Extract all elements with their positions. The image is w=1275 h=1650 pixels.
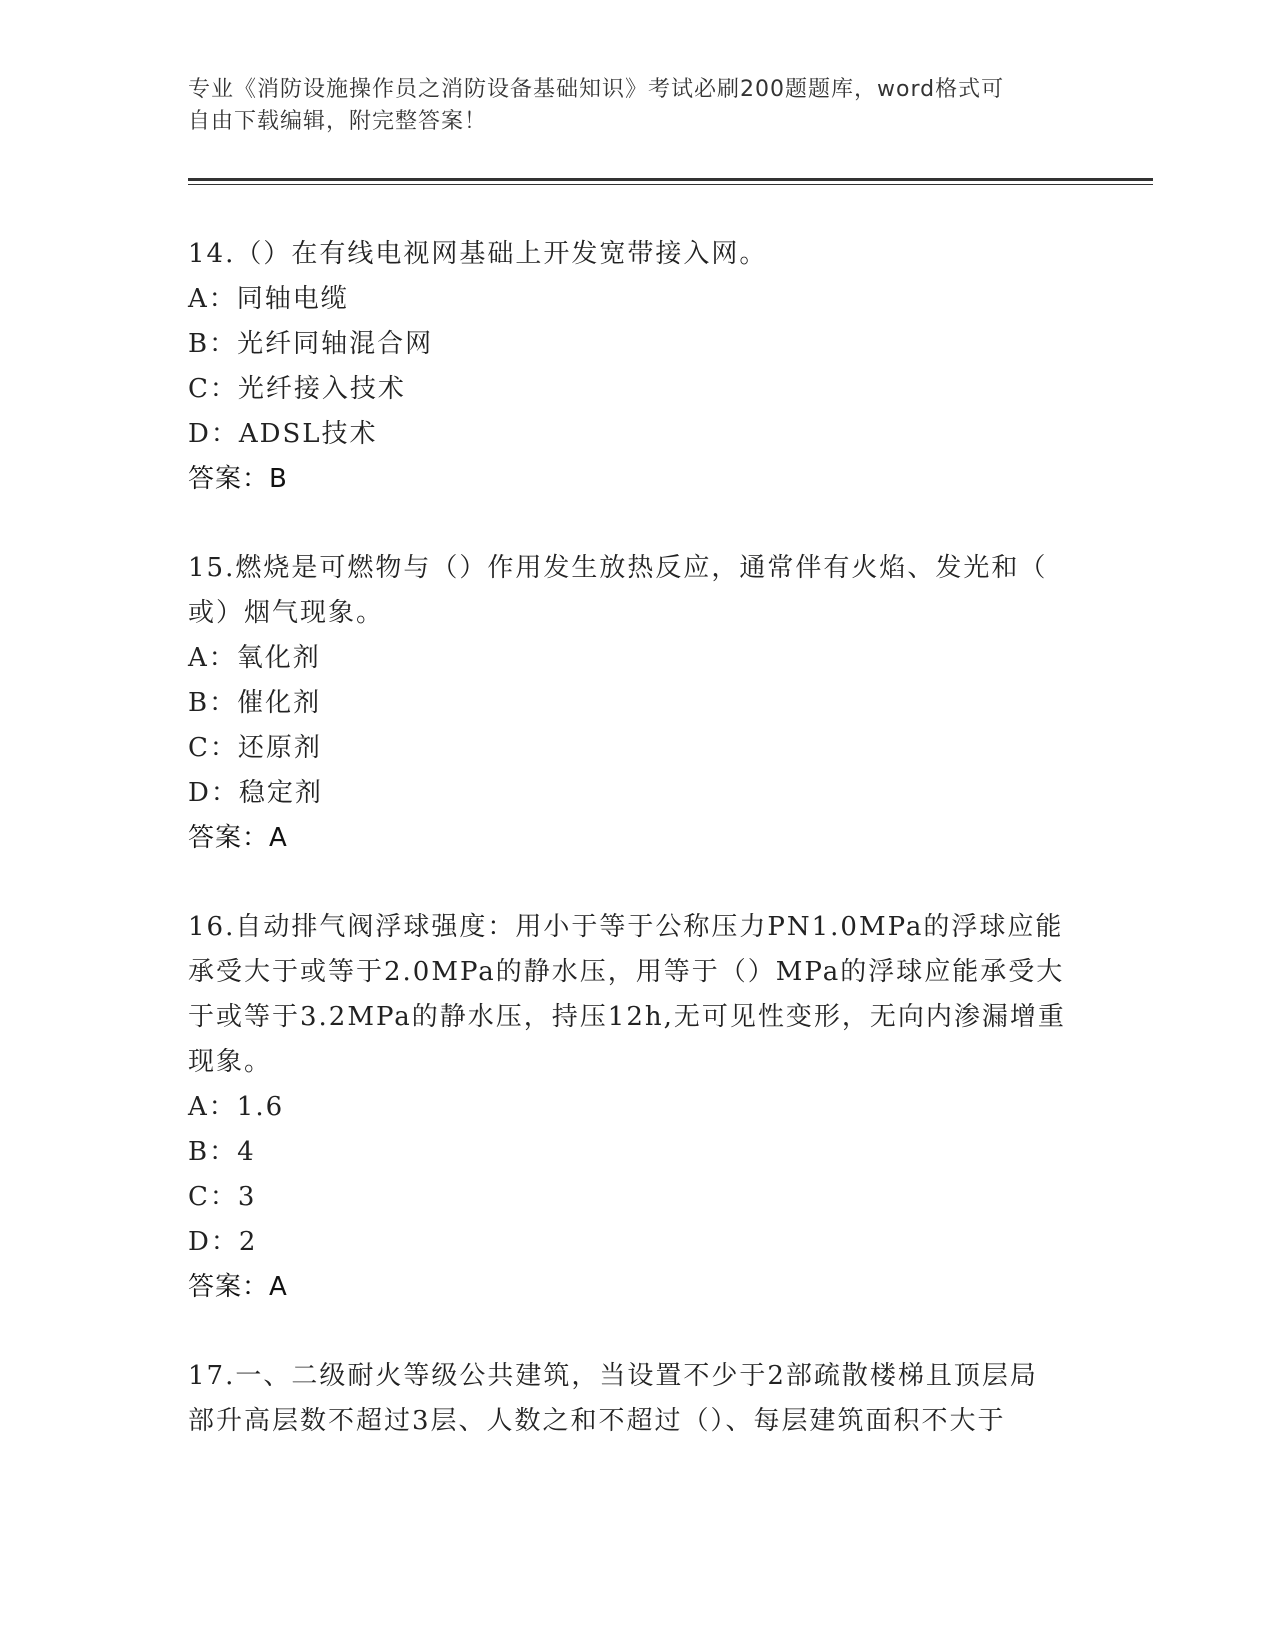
answer: 答案：B bbox=[188, 464, 288, 494]
option-d: D：稳定剂 bbox=[188, 778, 323, 808]
option-a: A：氧化剂 bbox=[188, 643, 321, 673]
question-text-line-3: 于或等于3.2MPa的静水压，持压12h,无可见性变形，无向内渗漏增重 bbox=[188, 1002, 1066, 1032]
option-d: D：2 bbox=[188, 1227, 258, 1257]
option-c: C：光纤接入技术 bbox=[188, 374, 406, 404]
header-divider-thin bbox=[188, 184, 1153, 185]
question-text-line-1: 15.燃烧是可燃物与（）作用发生放热反应，通常伴有火焰、发光和（ bbox=[188, 553, 1048, 583]
question-text-line-4: 现象。 bbox=[188, 1047, 273, 1077]
question-17 bbox=[188, 1354, 1088, 1444]
option-a: A：同轴电缆 bbox=[188, 284, 349, 314]
question-text-line-2: 或）烟气现象。 bbox=[188, 598, 385, 628]
option-b: B：光纤同轴混合网 bbox=[188, 329, 434, 359]
header-line-2: 自由下载编辑，附完整答案！ bbox=[188, 109, 488, 134]
answer: 答案：A bbox=[188, 1272, 288, 1302]
question-text-line-1: 16.自动排气阀浮球强度：用小于等于公称压力PN1.0MPa的浮球应能 bbox=[188, 912, 1064, 942]
document-header bbox=[188, 74, 1068, 138]
question-list bbox=[188, 232, 1088, 1488]
header-divider-thick bbox=[188, 178, 1153, 181]
question-text-line-1: 17.一、二级耐火等级公共建筑，当设置不少于2部疏散楼梯且顶层局 bbox=[188, 1361, 1038, 1391]
question-text-line-2: 部升高层数不超过3层、人数之和不超过（）、每层建筑面积不大于 bbox=[188, 1406, 1006, 1436]
option-a: A：1.6 bbox=[188, 1092, 285, 1122]
option-b: B：催化剂 bbox=[188, 688, 322, 718]
question-15 bbox=[188, 546, 1088, 861]
option-d: D：ADSL技术 bbox=[188, 419, 378, 449]
option-b: B：4 bbox=[188, 1137, 256, 1167]
question-text: 14.（）在有线电视网基础上开发宽带接入网。 bbox=[188, 239, 768, 269]
question-text-line-2: 承受大于或等于2.0MPa的静水压，用等于（）MPa的浮球应能承受大 bbox=[188, 957, 1065, 987]
header-line-1: 专业《消防设施操作员之消防设备基础知识》考试必刷200题题库，word格式可 bbox=[188, 77, 1005, 102]
question-16 bbox=[188, 905, 1088, 1310]
option-c: C：3 bbox=[188, 1182, 257, 1212]
answer: 答案：A bbox=[188, 823, 288, 853]
option-c: C：还原剂 bbox=[188, 733, 322, 763]
question-14 bbox=[188, 232, 1088, 502]
